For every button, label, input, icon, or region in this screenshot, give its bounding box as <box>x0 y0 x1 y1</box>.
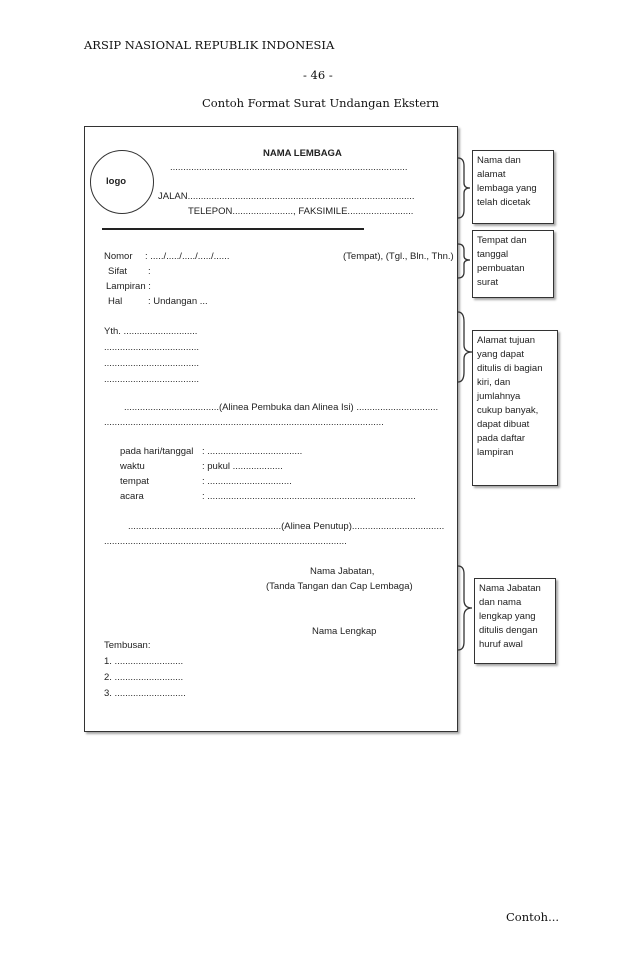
addressee-yth: Yth. ............................ <box>104 326 198 337</box>
closing-paragraph-cont: ............................................................................................ <box>104 536 347 547</box>
page-number: - 46 - <box>303 68 333 82</box>
org-contact: TELEPON......................., FAKSIMILE......................... <box>188 206 414 217</box>
callout-text: ditulis di bagian <box>477 363 543 374</box>
callout-text: Tempat dan <box>477 235 527 246</box>
hal-value: : Undangan ... <box>148 296 208 307</box>
callout-text: tanggal <box>477 249 509 260</box>
closing-paragraph: ..........................................................(Alinea Penutup)................................... <box>128 521 445 532</box>
opening-paragraph: ....................................(Alinea Pembuka dan Alinea Isi) ............................... <box>124 402 439 413</box>
event-value: : ............................................................................... <box>202 491 416 502</box>
nomor-value: : ...../...../...../...../...... <box>145 251 230 262</box>
callout-text: ditulis dengan <box>479 625 538 636</box>
callout-text: jumlahnya <box>477 391 521 402</box>
signature-stamp: (Tanda Tangan dan Cap Lembaga) <box>266 581 413 592</box>
callout-text: huruf awal <box>479 639 523 650</box>
callout-text: kiri, dan <box>477 377 511 388</box>
sifat-label: Sifat <box>108 266 128 277</box>
callout-signature <box>474 578 556 664</box>
callout-text: surat <box>477 277 499 288</box>
callout-text: lampiran <box>477 447 514 458</box>
org-name-dots: .......................................................................................... <box>170 162 408 173</box>
brace-icon <box>458 244 470 278</box>
lampiran-label: Lampiran : <box>106 281 151 292</box>
callout-text: Alamat tujuan <box>477 335 536 346</box>
callout-text: cukup banyak, <box>477 405 539 416</box>
place-value: : ................................ <box>202 476 292 487</box>
callout-text: dapat dibuat <box>477 419 530 430</box>
callout-text: alamat <box>477 169 506 180</box>
addressee-line: .................................... <box>104 374 200 385</box>
addressee-line: .................................... <box>104 342 200 353</box>
page-title: Contoh Format Surat Undangan Ekstern <box>202 96 440 110</box>
archive-header: ARSIP NASIONAL REPUBLIK INDONESIA <box>84 38 335 52</box>
opening-paragraph-cont: .......................................................................................................... <box>104 417 384 428</box>
place-label: tempat <box>120 476 150 487</box>
org-address: JALAN...................................................................................... <box>158 191 415 202</box>
nomor-label: Nomor <box>104 251 133 262</box>
brace-icon <box>458 566 472 650</box>
cc-item: 2. .......................... <box>104 672 184 683</box>
position-title: Nama Jabatan, <box>310 566 375 577</box>
day-value: : .................................... <box>202 446 303 457</box>
callout-place-date <box>472 230 554 298</box>
callout-text: Nama Jabatan <box>479 583 541 594</box>
callout-text: pembuatan <box>477 263 525 274</box>
org-name: NAMA LEMBAGA <box>263 148 342 159</box>
continuation-note: Contoh... <box>506 910 560 924</box>
callout-text: Nama dan <box>477 155 521 166</box>
brace-icon <box>458 158 470 218</box>
callout-text: telah dicetak <box>477 197 531 208</box>
callout-org-info <box>472 150 554 224</box>
callout-addressee <box>472 330 558 486</box>
event-label: acara <box>120 491 144 502</box>
hal-label: Hal <box>108 296 123 307</box>
callout-text: yang dapat <box>477 349 525 360</box>
callout-text: pada daftar <box>477 433 526 444</box>
addressee-line: .................................... <box>104 358 200 369</box>
place-date: (Tempat), (Tgl., Bln., Thn.) <box>343 251 454 262</box>
time-label: waktu <box>120 461 145 472</box>
sifat-colon: : <box>148 266 151 277</box>
logo-label: logo <box>106 176 127 187</box>
cc-item: 3. ........................... <box>104 688 186 699</box>
cc-item: 1. .......................... <box>104 656 184 667</box>
callout-text: dan nama <box>479 597 522 608</box>
brace-icon <box>458 312 472 382</box>
cc-label: Tembusan: <box>104 640 151 651</box>
full-name: Nama Lengkap <box>312 626 377 637</box>
callout-text: lembaga yang <box>477 183 537 194</box>
time-value: : pukul ................... <box>202 461 283 472</box>
day-label: pada hari/tanggal <box>120 446 194 457</box>
callout-text: lengkap yang <box>479 611 536 622</box>
